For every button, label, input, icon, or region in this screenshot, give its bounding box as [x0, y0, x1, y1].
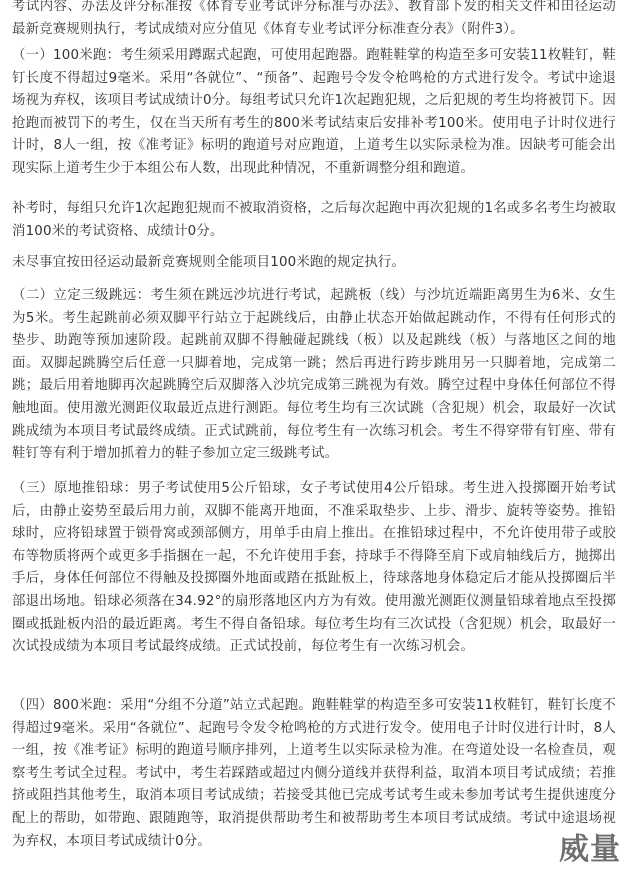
- paragraph-triple-jump: （二）立定三级跳远：考生须在跳远沙坑进行考试，起跳板（线）与沙坑近端距离男生为6米、女生为5米。考生起跳前必须双脚平行站立于起跳线后，由静止状态开始做起跳动作，不得有任何形式的垫步、助跑等预加速阶段。起跳前双脚不得触碰起跳线（板）以及起跳线（板）与落地区之间的地面。双脚起跳腾空后任意一只脚着地，完成第一跳；然后再进行跨步跳用另一只脚着地，完成第二跳；最后用着地脚再次起跳腾空后双脚落入沙坑完成第三跳视为有效。腾空过程中身体任何部位不得触地面。使用激光测距仪取最近点进行测距。每位考生均有三次试跳（含犯规）机会，取最好一次试跳成绩为本项目考试最终成绩。正式试跳前，每位考生有一次练习机会。考生不得穿带有钉座、带有鞋钉等有利于增加抓着力的鞋子参加立定三级跳考试。: [12, 288, 616, 462]
- paragraph-shot-put: （三）原地推铅球：男子考试使用5公斤铅球，女子考试使用4公斤铅球。考生进入投掷圈开始考试后，由静止姿势至最后用力前，双脚不能离开地面，不准采取垫步、上步、滑步、旋转等姿势。推铅球时，应将铅球置于锁骨窝或颈部侧方，用单手由肩上推出。在推铅球过程中，不允许使用带子或胶布等物质将两个或更多手指捆在一起，不允许使用手套，持球手不得降至肩下或肩轴线后方，抛掷出手后，身体任何部位不得触及投掷圈外地面或踏在抵趾板上，待球落地身体稳定后才能从投掷圈后半部退出场地。铅球必须落在34.92°的扇形落地区内方为有效。使用激光测距仪测量铅球着地点至投掷圈或抵趾板内沿的最近距离。考生不得自备铅球。每位考生均有三次试投（含犯规）机会，取最好一次试投成绩为本项目考试最终成绩。正式试投前，每位考生有一次练习机会。: [12, 481, 616, 655]
- watermark-logo: 威量: [559, 832, 621, 867]
- paragraph-100m-run: （一）100米跑：考生须采用蹲踞式起跑，可使用起跑器。跑鞋鞋掌的构造至多可安装11枚鞋钉，鞋钉长度不得超过9毫米。采用“各就位”、“预备”、起跑号令发令枪鸣枪的方式进行发令。考试中途退场视为弃权，该项目考试成绩计0分。每组考试只允许1次起跑犯规，之后犯规的考生均将被罚下。因抢跑而被罚下的考生，仅在当天所有考生的800米考试结束后安排补考100米。使用电子计时仪进行计时，8人一组，按《准考证》标明的跑道号对应跑道，上道考生以实际录检为准。因缺考可能会出现实际上道考生少于本组公布人数，出现此种情况，不重新调整分组和跑道。: [12, 48, 616, 176]
- paragraph-800m-run: （四）800米跑：采用“分组不分道”站立式起跑。跑鞋鞋掌的构造至多可安装11枚鞋钉，鞋钉长度不得超过9毫米。采用“各就位”、起跑号令发令枪鸣枪的方式进行发令。使用电子计时仪进行计时，8人一组，按《准考证》标明的跑道号顺序排列，上道考生以实际录检为准。在弯道处设一名检查员，观察考生考试全过程。考试中，考生若踩踏或超过内侧分道线并获得利益，取消本项目考试成绩；若推挤或阻挡其他考生，取消本项目考试成绩；若接受其他已完成考试考生或未参加考试考生提供速度分配上的帮助，如带跑、跟随跑等，取消提供帮助考生和被帮助考生本项目考试成绩。考试中途退场视为弃权，本项目考试成绩计0分。: [12, 698, 616, 849]
- paragraph-other-rules: 未尽事宜按田径运动最新竞赛规则全能项目100米跑的规定执行。: [12, 255, 406, 270]
- paragraph-makeup-exam: 补考时，每组只允许1次起跑犯规而不被取消资格，之后每次起跑中再次犯规的1名或多名考生均被取消100米的考试资格、成绩计0分。: [12, 201, 616, 239]
- paragraph-intro: 考试内容、办法及评分标准按《体育专业考试评分标准与办法》、教育部下发的相关文件和田径运动最新竞赛规则执行，考试成绩对应分值见《体育专业考试评分标准查分表》（附件3）。: [12, 0, 616, 37]
